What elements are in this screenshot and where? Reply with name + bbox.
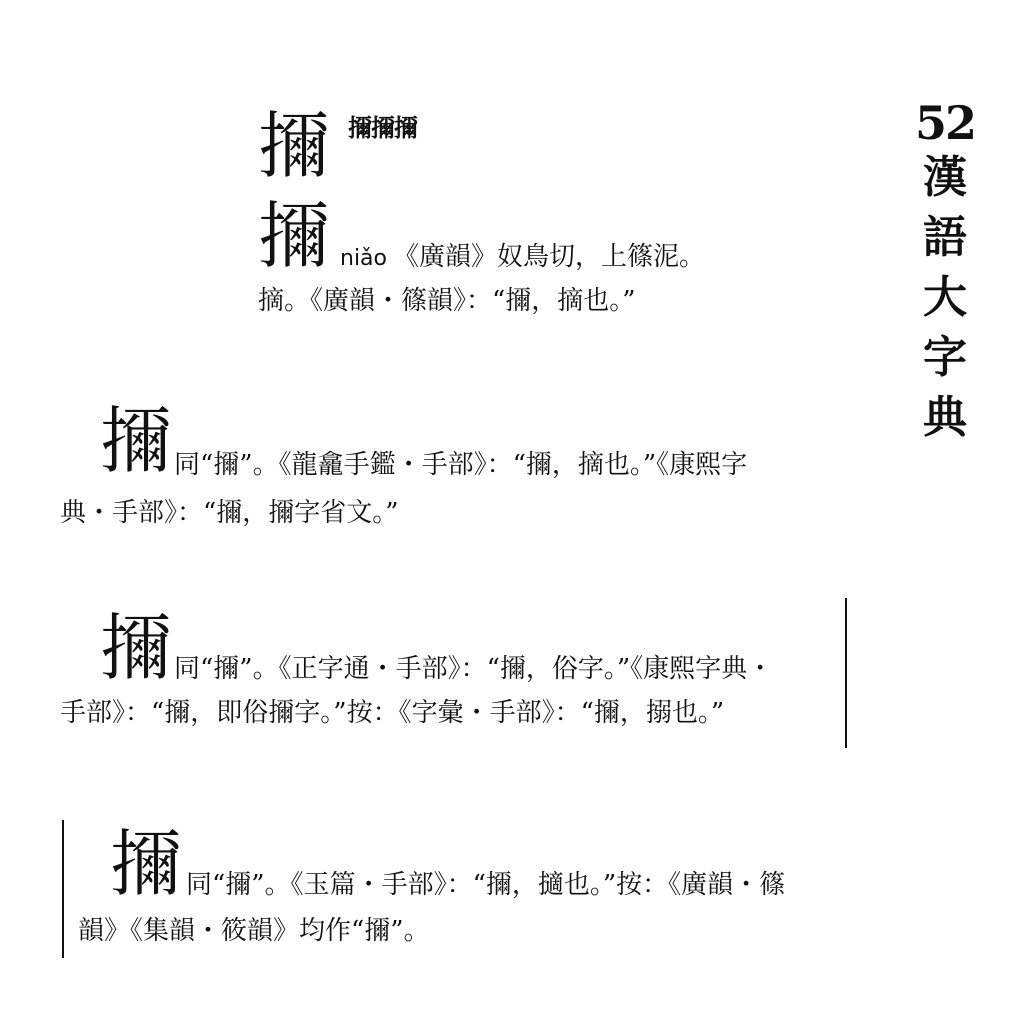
title-char: 字 bbox=[923, 332, 967, 383]
dictionary-title-sidebar bbox=[905, 96, 985, 456]
right-margin-rule bbox=[845, 598, 847, 748]
title-char: 語 bbox=[923, 212, 967, 263]
definition-line-1: 同“擟”。《玉篇・手部》：“擟，擿也。”按：《廣韻・篠 bbox=[186, 870, 786, 900]
dictionary-title bbox=[905, 152, 985, 443]
title-char: 漢 bbox=[923, 152, 967, 203]
title-char: 典 bbox=[923, 392, 967, 443]
head-character: 擟 bbox=[110, 822, 183, 906]
definition-text: 《廣韻》奴鳥切，上篠泥。 bbox=[393, 242, 706, 272]
definition-line-2: 韻》《集韻・筱韻》均作“擟”。 bbox=[78, 916, 430, 946]
definition-line-1: 同“擟”。《龍龕手鑑・手部》：“擟，摘也。”《康熙字 bbox=[174, 450, 748, 480]
pinyin: niǎo bbox=[340, 246, 387, 271]
head-character: 擟 bbox=[258, 104, 331, 188]
definition-line-1 bbox=[340, 244, 705, 270]
head-character: 擟 bbox=[258, 194, 331, 278]
variant-forms: 擟擟擟 bbox=[348, 113, 417, 142]
left-margin-rule bbox=[62, 820, 64, 958]
definition-line-2: 典・手部》：“擟，擟字省文。” bbox=[60, 498, 399, 528]
head-character: 擟 bbox=[100, 606, 173, 690]
title-char: 大 bbox=[923, 272, 967, 323]
definition-line-2: 摘。《廣韻・篠韻》：“擟，摘也。” bbox=[258, 286, 636, 316]
definition-line-2: 手部》：“擟，即俗擟字。”按：《字彙・手部》：“擟，搦也。” bbox=[60, 698, 725, 728]
page-number: 52 bbox=[914, 96, 975, 150]
head-character: 擟 bbox=[100, 399, 173, 483]
definition-line-1: 同“擟”。《正字通・手部》：“擟，俗字。”《康熙字典・ bbox=[174, 654, 774, 684]
